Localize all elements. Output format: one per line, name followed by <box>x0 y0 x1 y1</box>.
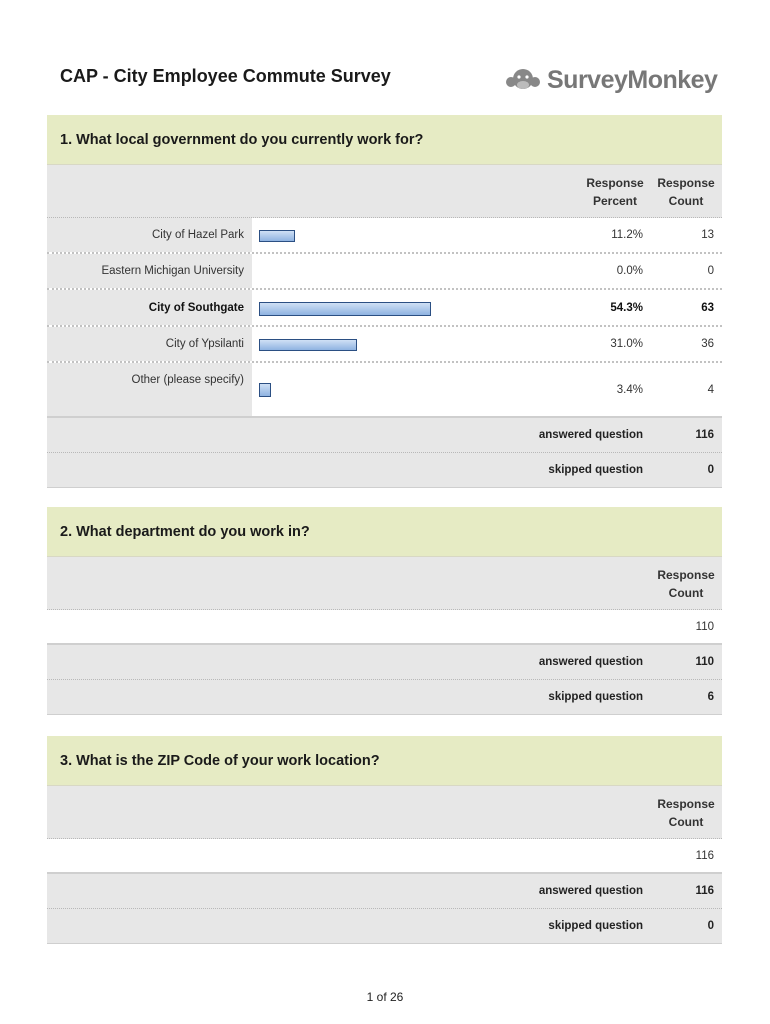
answer-row <box>47 363 722 418</box>
response-count: 110 <box>695 621 714 633</box>
question-3-title: 3. What is the ZIP Code of your work location? <box>47 736 722 786</box>
response-count: 36 <box>701 338 714 350</box>
answered-question-row <box>47 418 722 453</box>
answer-row <box>47 218 722 254</box>
question-2-block <box>47 507 722 715</box>
label-cell <box>47 363 252 416</box>
answered-question-count: 116 <box>695 885 714 897</box>
response-count-row <box>47 610 722 645</box>
monkey-logo-icon <box>505 66 541 94</box>
question-1-block <box>47 115 722 488</box>
question-1-title: 1. What local government do you currently work for? <box>47 115 722 165</box>
response-count: 13 <box>701 229 714 241</box>
question-2-title: 2. What department do you work in? <box>47 507 722 557</box>
header-line: Response <box>657 797 715 811</box>
header-line: Count <box>668 815 704 829</box>
response-bar <box>259 230 295 242</box>
header-line: Response <box>657 176 715 190</box>
header-line: Count <box>668 586 704 600</box>
response-percent-header <box>577 174 653 210</box>
question-1-column-header <box>47 165 722 218</box>
response-count: 0 <box>707 265 714 277</box>
header-line: Response <box>586 176 644 190</box>
skipped-question-label: skipped question <box>548 691 643 703</box>
response-count-row <box>47 839 722 874</box>
response-bar <box>259 302 431 316</box>
page-number: 1 of 26 <box>366 990 404 1004</box>
answer-label: City of Hazel Park <box>151 229 244 241</box>
response-count: 116 <box>695 850 714 862</box>
page-title: CAP - City Employee Commute Survey <box>60 66 391 86</box>
skipped-question-row <box>47 453 722 488</box>
header-line: Percent <box>592 194 638 208</box>
answered-question-label: answered question <box>538 885 643 897</box>
answered-question-count: 116 <box>695 429 714 441</box>
answer-row <box>47 254 722 290</box>
response-count: 63 <box>701 302 714 314</box>
skipped-question-row <box>47 909 722 944</box>
answered-question-count: 110 <box>695 656 714 668</box>
response-percent: 11.2% <box>611 229 643 241</box>
answer-label: Eastern Michigan University <box>101 265 244 277</box>
answer-label: City of Southgate <box>148 302 244 314</box>
question-3-block <box>47 736 722 944</box>
response-bar <box>259 383 271 397</box>
response-percent: 54.3% <box>610 302 643 314</box>
answered-question-label: answered question <box>538 429 643 441</box>
response-percent: 3.4% <box>616 384 643 396</box>
logo-text: SurveyMonkey <box>547 65 718 94</box>
skipped-question-count: 0 <box>707 920 714 932</box>
header-line: Count <box>668 194 704 208</box>
response-count: 4 <box>707 384 714 396</box>
skipped-question-label: skipped question <box>548 920 643 932</box>
response-count-header <box>650 566 722 602</box>
surveymonkey-logo <box>505 64 717 96</box>
answer-row <box>47 290 722 327</box>
response-bar <box>259 339 357 351</box>
skipped-question-row <box>47 680 722 715</box>
response-percent: 31.0% <box>610 338 643 350</box>
question-3-column-header <box>47 786 722 839</box>
answer-row <box>47 327 722 363</box>
response-count-header <box>650 795 722 831</box>
answer-label: Other (please specify) <box>131 374 244 386</box>
skipped-question-count: 6 <box>707 691 714 703</box>
skipped-question-count: 0 <box>707 464 714 476</box>
response-count-header <box>650 174 722 210</box>
answered-question-label: answered question <box>538 656 643 668</box>
answer-label: City of Ypsilanti <box>165 338 244 350</box>
answered-question-row <box>47 874 722 909</box>
skipped-question-label: skipped question <box>548 464 643 476</box>
header-line: Response <box>657 568 715 582</box>
answered-question-row <box>47 645 722 680</box>
response-percent: 0.0% <box>616 265 643 277</box>
question-2-column-header <box>47 557 722 610</box>
